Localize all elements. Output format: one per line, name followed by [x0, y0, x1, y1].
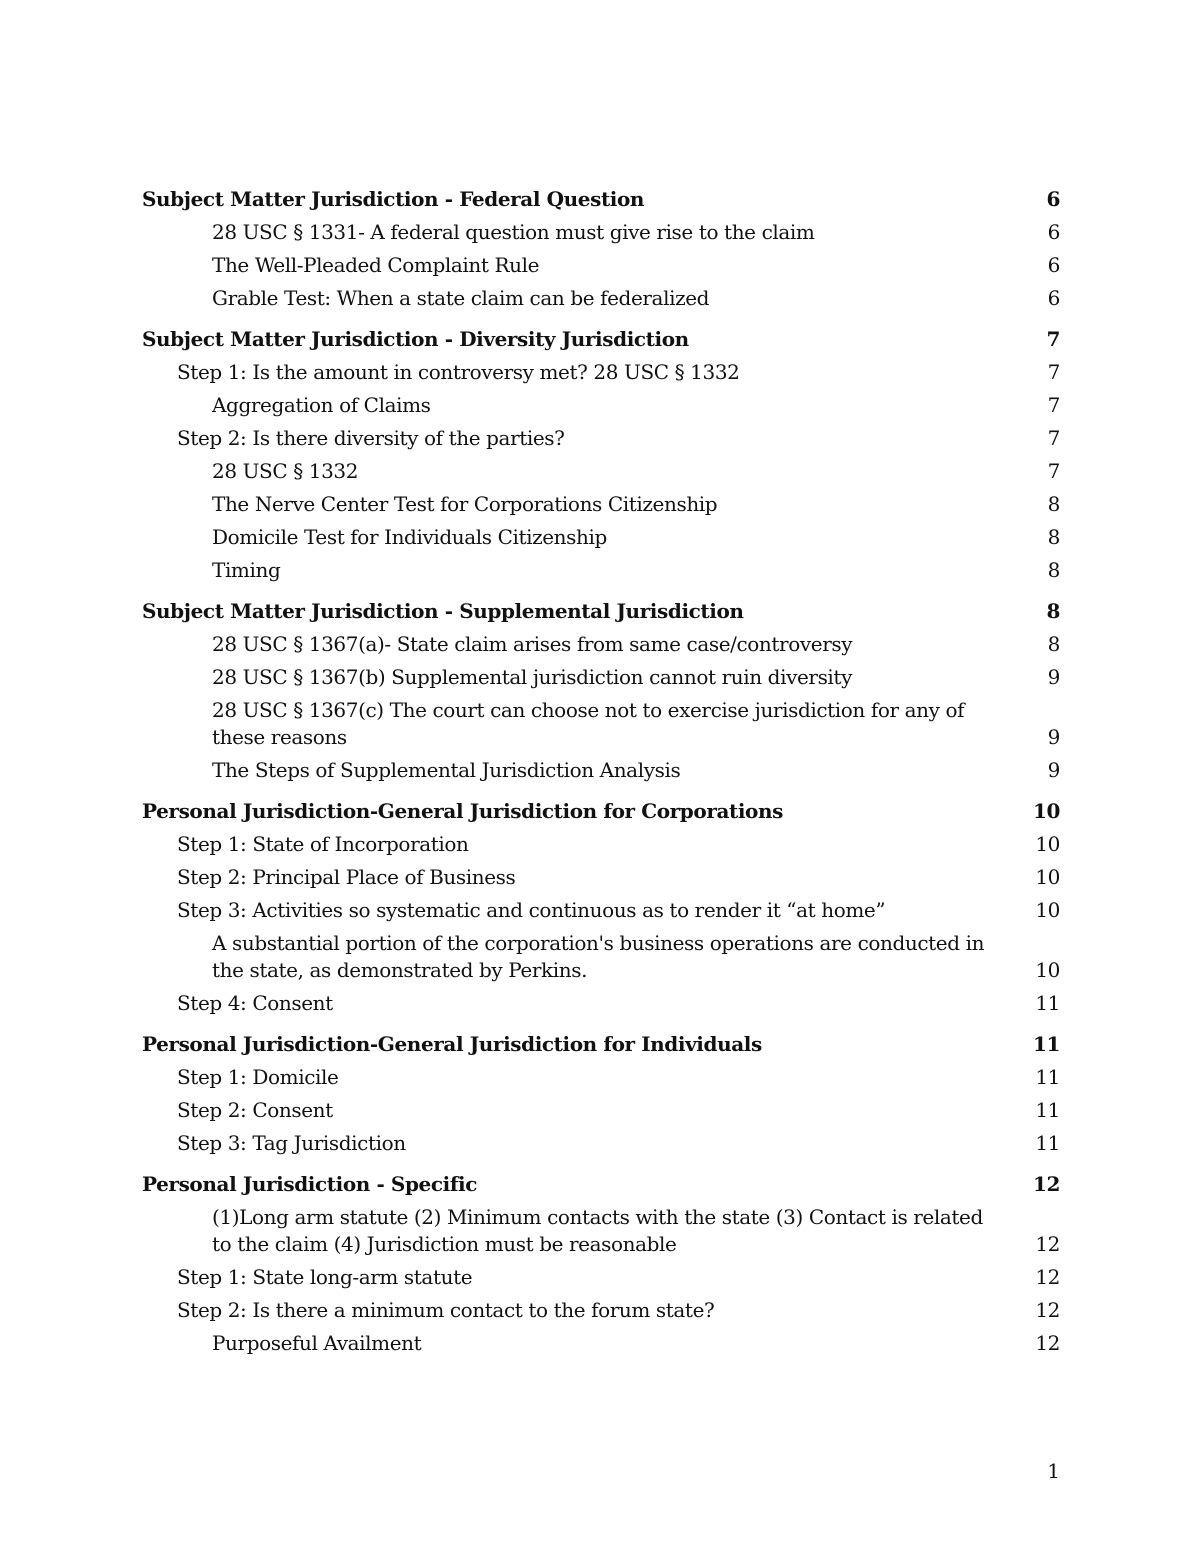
toc-entry-label: Step 2: Is there a minimum contact to the forum state? [177, 1298, 715, 1322]
toc-entry-page-number: 11 [1035, 1065, 1060, 1089]
toc-entry[interactable] [142, 757, 1060, 784]
toc-entry-label: Purposeful Availment [212, 1331, 422, 1355]
toc-entry-page-number: 11 [1032, 1032, 1060, 1056]
toc-entry-page-number: 8 [1047, 525, 1060, 549]
toc-section-heading[interactable] [142, 1031, 1060, 1058]
toc-entry-label: 28 USC § 1331- A federal question must give rise to the claim [212, 220, 815, 244]
toc-entry[interactable] [142, 458, 1060, 485]
toc-entry-page-number: 11 [1035, 1131, 1060, 1155]
toc-entry-label: 28 USC § 1367(a)- State claim arises from same case/controversy [212, 632, 853, 656]
toc-entry-label: Step 2: Is there diversity of the parties? [177, 426, 565, 450]
toc-entry[interactable] [142, 1330, 1060, 1357]
toc-entry-label: Grable Test: When a state claim can be federalized [212, 286, 710, 310]
toc-entry-page-number: 6 [1046, 187, 1060, 211]
toc-entry-label: Step 1: Domicile [177, 1065, 339, 1089]
toc-entry[interactable] [142, 557, 1060, 584]
toc-entry-label: Domicile Test for Individuals Citizenship [212, 525, 607, 549]
toc-entry[interactable] [142, 425, 1060, 452]
toc-entry-label: Step 2: Consent [177, 1098, 333, 1122]
toc-entry-label: Step 2: Principal Place of Business [177, 865, 516, 889]
toc-entry-page-number: 10 [1035, 898, 1060, 922]
toc-entry[interactable] [142, 664, 1060, 691]
toc-entry-page-number: 8 [1047, 632, 1060, 656]
toc-section-heading[interactable] [142, 598, 1060, 625]
toc-entry[interactable] [142, 1297, 1060, 1324]
toc-entry-label: Step 3: Tag Jurisdiction [177, 1131, 406, 1155]
toc-entry-page-number: 7 [1046, 327, 1060, 351]
toc-entry-label: Timing [212, 558, 281, 582]
toc-entry[interactable] [142, 990, 1060, 1017]
toc-entry-page-number: 6 [1047, 220, 1060, 244]
toc-entry-page-number: 9 [1047, 725, 1060, 749]
toc-entry[interactable] [142, 359, 1060, 386]
toc-entry-page-number: 9 [1047, 758, 1060, 782]
toc-entry-label: Aggregation of Claims [212, 393, 431, 417]
toc-entry-label: 28 USC § 1332 [212, 459, 359, 483]
page-number: 1 [1047, 1459, 1060, 1483]
toc-entry-label: Step 1: State long-arm statute [177, 1265, 473, 1289]
toc-entry-label: The Nerve Center Test for Corporations Citizenship [212, 492, 718, 516]
toc-entry-label: Step 4: Consent [177, 991, 333, 1015]
toc-entry-page-number: 6 [1047, 286, 1060, 310]
toc-entry[interactable] [142, 831, 1060, 858]
toc-entry-page-number: 12 [1035, 1265, 1060, 1289]
toc-entry-label: Step 3: Activities so systematic and continuous as to render it “at home” [177, 898, 886, 922]
toc-entry-label: Step 1: State of Incorporation [177, 832, 469, 856]
toc-entry-label: The Well-Pleaded Complaint Rule [212, 253, 540, 277]
toc-section-heading[interactable] [142, 326, 1060, 353]
toc-entry-label: 28 USC § 1367(b) Supplemental jurisdiction cannot ruin diversity [212, 665, 852, 689]
toc-section-heading[interactable] [142, 1171, 1060, 1198]
toc-entry[interactable] [142, 252, 1060, 279]
toc-entry-page-number: 12 [1035, 1232, 1060, 1256]
toc-entry-page-number: 12 [1032, 1172, 1060, 1196]
toc-entry[interactable] [142, 285, 1060, 312]
toc-entry-page-number: 10 [1035, 865, 1060, 889]
toc-entry-page-number: 10 [1035, 958, 1060, 982]
toc-entry-label: Personal Jurisdiction - Specific [142, 1172, 478, 1196]
toc-entry[interactable] [142, 930, 1060, 984]
toc-entry[interactable] [142, 1097, 1060, 1124]
toc-entry-label: The Steps of Supplemental Jurisdiction Analysis [212, 758, 681, 782]
toc-entry-label: (1)Long arm statute (2) Minimum contacts with the state (3) Contact is related to the claim (4) Jurisdiction must be reasonable [212, 1205, 983, 1256]
toc-entry-label: Step 1: Is the amount in controversy met? 28 USC § 1332 [177, 360, 740, 384]
toc-entry[interactable] [142, 392, 1060, 419]
toc-entry-page-number: 8 [1047, 558, 1060, 582]
toc-entry[interactable] [142, 1204, 1060, 1258]
toc-entry[interactable] [142, 697, 1060, 751]
toc-entry-page-number: 12 [1035, 1298, 1060, 1322]
toc-entry-label: 28 USC § 1367(c) The court can choose not to exercise jurisdiction for any of these reasons [212, 698, 965, 749]
toc-entry-label: Personal Jurisdiction-General Jurisdiction for Corporations [142, 799, 783, 823]
toc-entry-page-number: 7 [1047, 360, 1060, 384]
toc-entry[interactable] [142, 1264, 1060, 1291]
toc-entry-page-number: 11 [1035, 991, 1060, 1015]
toc-entry-page-number: 6 [1047, 253, 1060, 277]
toc-entry-page-number: 8 [1046, 599, 1060, 623]
toc-entry-page-number: 7 [1047, 459, 1060, 483]
toc-entry[interactable] [142, 219, 1060, 246]
toc-entry[interactable] [142, 864, 1060, 891]
toc-entry-page-number: 9 [1047, 665, 1060, 689]
toc-entry-label: Subject Matter Jurisdiction - Diversity Jurisdiction [142, 327, 689, 351]
toc-entry[interactable] [142, 491, 1060, 518]
toc-section-heading[interactable] [142, 798, 1060, 825]
toc-entry[interactable] [142, 631, 1060, 658]
table-of-contents [142, 186, 1060, 1363]
toc-entry-label: Subject Matter Jurisdiction - Supplemental Jurisdiction [142, 599, 744, 623]
toc-entry-label: Personal Jurisdiction-General Jurisdiction for Individuals [142, 1032, 762, 1056]
toc-entry[interactable] [142, 524, 1060, 551]
toc-entry-page-number: 10 [1032, 799, 1060, 823]
toc-entry-page-number: 10 [1035, 832, 1060, 856]
toc-entry[interactable] [142, 1064, 1060, 1091]
toc-entry[interactable] [142, 1130, 1060, 1157]
toc-entry-page-number: 12 [1035, 1331, 1060, 1355]
toc-entry-page-number: 7 [1047, 393, 1060, 417]
toc-entry[interactable] [142, 897, 1060, 924]
toc-entry-label: A substantial portion of the corporation's business operations are conducted in the state, as demonstrated by Perkins. [212, 931, 985, 982]
toc-section-heading[interactable] [142, 186, 1060, 213]
toc-entry-page-number: 7 [1047, 426, 1060, 450]
toc-entry-page-number: 8 [1047, 492, 1060, 516]
toc-entry-page-number: 11 [1035, 1098, 1060, 1122]
toc-entry-label: Subject Matter Jurisdiction - Federal Question [142, 187, 645, 211]
